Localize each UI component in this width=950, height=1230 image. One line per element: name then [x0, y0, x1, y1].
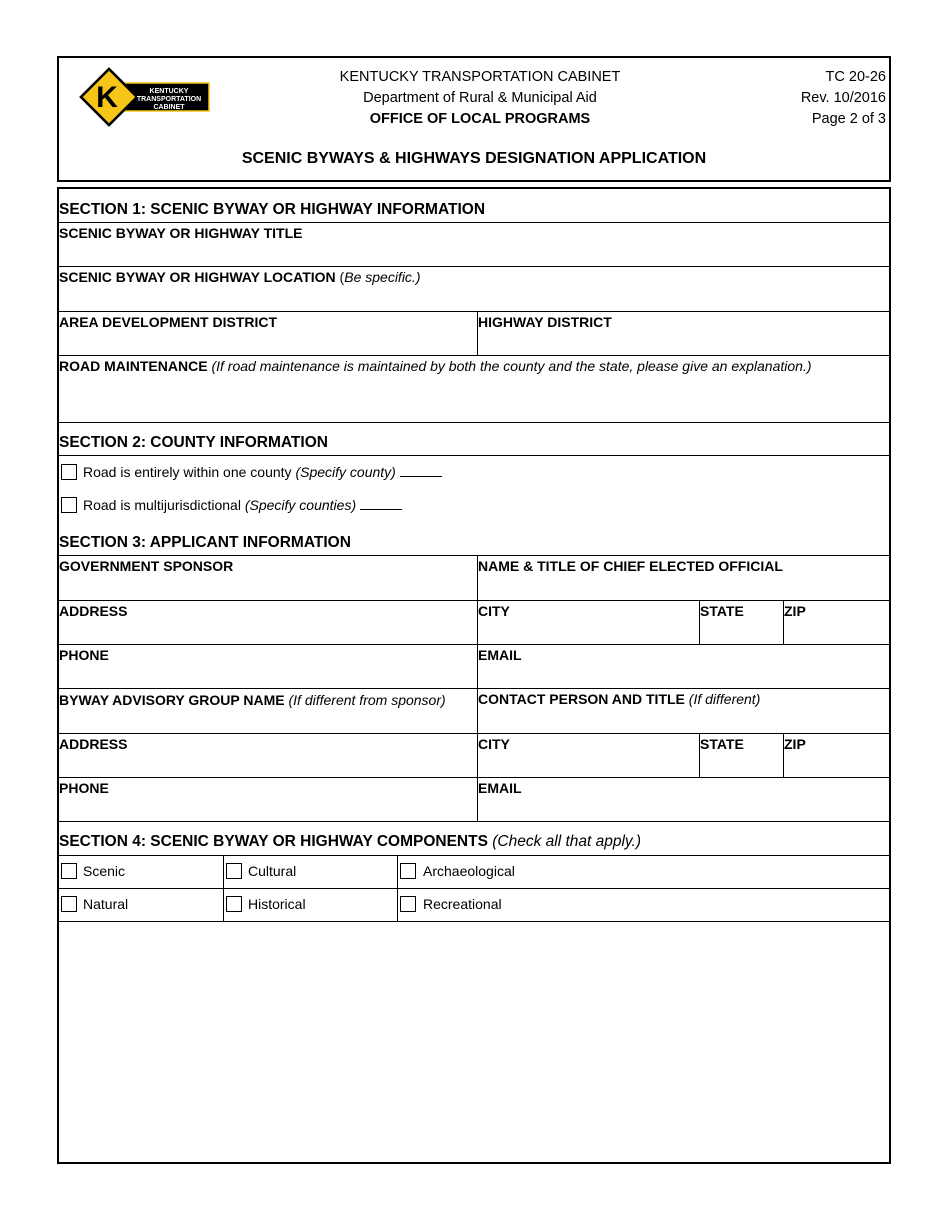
city-label: CITY [478, 603, 510, 619]
natural-label: Natural [83, 896, 129, 912]
byway-location-field[interactable] [59, 288, 889, 310]
org-line-2: Department of Rural & Municipal Aid [363, 90, 597, 106]
address-field[interactable] [59, 622, 475, 642]
government-sponsor-label: GOVERNMENT SPONSOR [59, 558, 234, 574]
single-county-checkbox[interactable] [61, 464, 77, 480]
state-field-2[interactable] [702, 755, 782, 775]
cultural-label: Cultural [248, 863, 297, 879]
zip-label: ZIP [784, 603, 806, 619]
section3-heading: SECTION 3: APPLICANT INFORMATION [59, 534, 351, 551]
kytc-logo [77, 67, 211, 127]
county-blank[interactable] [400, 464, 442, 477]
divider [59, 355, 889, 356]
form-number: TC 20-26 [825, 69, 886, 85]
email-label: EMAIL [478, 647, 522, 663]
divider [59, 821, 889, 822]
chief-official-field[interactable] [480, 577, 888, 597]
email-label-2: EMAIL [478, 780, 522, 796]
byway-title-field[interactable] [59, 243, 889, 265]
contact-label-text: CONTACT PERSON AND TITLE [478, 691, 685, 707]
road-maint-label-text: ROAD MAINTENANCE [59, 358, 208, 374]
section4-heading-note: (Check all that apply.) [487, 833, 641, 850]
historical-label: Historical [248, 896, 306, 912]
byway-title-label: SCENIC BYWAY OR HIGHWAY TITLE [59, 225, 303, 241]
components-description-area[interactable] [59, 923, 889, 1161]
road-maintenance-field[interactable] [59, 378, 889, 420]
historical-checkbox[interactable] [226, 896, 242, 912]
multijurisdictional-text: Road is multijurisdictional [83, 497, 245, 513]
form-id-block [700, 67, 886, 130]
zip-label-2: ZIP [784, 736, 806, 752]
contact-note: (If different) [684, 691, 761, 707]
phone-label: PHONE [59, 647, 109, 663]
section4-heading-text: SECTION 4: SCENIC BYWAY OR HIGHWAY COMPONENTS [59, 833, 488, 850]
org-line-1: KENTUCKY TRANSPORTATION CABINET [339, 69, 621, 85]
location-note: Be specific.) [344, 269, 421, 285]
section2-heading: SECTION 2: COUNTY INFORMATION [59, 434, 328, 451]
byway-location-label [59, 269, 420, 285]
advisory-label-text: BYWAY ADVISORY GROUP NAME [59, 692, 285, 708]
road-maintenance-label [59, 358, 812, 374]
location-label-text: SCENIC BYWAY OR HIGHWAY LOCATION [59, 269, 336, 285]
state-label-2: STATE [700, 736, 744, 752]
divider [59, 733, 889, 734]
section4-heading [59, 833, 641, 851]
advisory-note: (If different from sponsor) [284, 692, 446, 708]
logo-text-2: TRANSPORTATION [136, 96, 202, 103]
multijurisdictional-note: (Specify counties) [244, 497, 357, 513]
contact-person-label [478, 691, 760, 707]
area-development-district-label: AREA DEVELOPMENT DISTRICT [59, 314, 278, 330]
phone-field[interactable] [59, 666, 475, 686]
phone-label-2: PHONE [59, 780, 109, 796]
divider [59, 855, 889, 856]
city-field-2[interactable] [480, 755, 698, 775]
page-number: Page 2 of 3 [811, 111, 886, 127]
document-title: SCENIC BYWAYS & HIGHWAYS DESIGNATION APPLICATION [241, 150, 707, 167]
divider [59, 777, 889, 778]
divider [59, 888, 889, 889]
recreational-checkbox[interactable] [400, 896, 416, 912]
logo-letter: K [96, 81, 118, 114]
scenic-checkbox[interactable] [61, 863, 77, 879]
zip-field-2[interactable] [786, 755, 888, 775]
divider [59, 455, 889, 456]
divider [59, 222, 889, 223]
logo-text-1: KENTUCKY [149, 88, 189, 95]
location-paren: ( [335, 269, 345, 285]
address-label-2: ADDRESS [59, 736, 128, 752]
divider [59, 688, 889, 689]
natural-checkbox[interactable] [61, 896, 77, 912]
scenic-label: Scenic [83, 863, 126, 879]
divider [59, 266, 889, 267]
single-county-note: (Specify county) [295, 464, 396, 480]
chief-official-label: NAME & TITLE OF CHIEF ELECTED OFFICIAL [478, 558, 783, 574]
divider [59, 422, 889, 423]
divider [59, 311, 889, 312]
address-label: ADDRESS [59, 603, 128, 619]
contact-person-field[interactable] [480, 710, 888, 730]
address-field-2[interactable] [59, 755, 475, 775]
email-field[interactable] [480, 666, 888, 686]
logo-text-3: CABINET [153, 104, 185, 111]
form-revision: Rev. 10/2016 [800, 90, 886, 106]
government-sponsor-field[interactable] [59, 577, 475, 597]
city-field[interactable] [480, 622, 698, 642]
road-maint-note: (If road maintenance is maintained by both the county and the state, please give an explanation.) [207, 358, 812, 374]
zip-field[interactable] [786, 622, 888, 642]
area-development-district-field[interactable] [59, 333, 475, 353]
recreational-label: Recreational [423, 896, 502, 912]
archaeological-label: Archaeological [423, 863, 515, 879]
phone-field-2[interactable] [59, 799, 475, 819]
divider [59, 921, 889, 922]
city-label-2: CITY [478, 736, 510, 752]
divider [59, 555, 889, 556]
highway-district-label: HIGHWAY DISTRICT [478, 314, 612, 330]
counties-blank[interactable] [360, 497, 402, 510]
highway-district-field[interactable] [480, 333, 888, 353]
advisory-group-label [59, 690, 464, 710]
section1-heading: SECTION 1: SCENIC BYWAY OR HIGHWAY INFORMATION [59, 201, 486, 218]
single-county-option [83, 464, 442, 480]
organization-block [300, 67, 660, 130]
divider [59, 644, 889, 645]
state-label: STATE [700, 603, 744, 619]
archaeological-checkbox[interactable] [400, 863, 416, 879]
email-field-2[interactable] [480, 799, 888, 819]
state-field[interactable] [702, 622, 782, 642]
multijurisdictional-option [83, 497, 402, 513]
org-line-3: OFFICE OF LOCAL PROGRAMS [369, 111, 591, 127]
divider [59, 600, 889, 601]
single-county-text: Road is entirely within one county [83, 464, 296, 480]
cultural-checkbox[interactable] [226, 863, 242, 879]
multijurisdictional-checkbox[interactable] [61, 497, 77, 513]
